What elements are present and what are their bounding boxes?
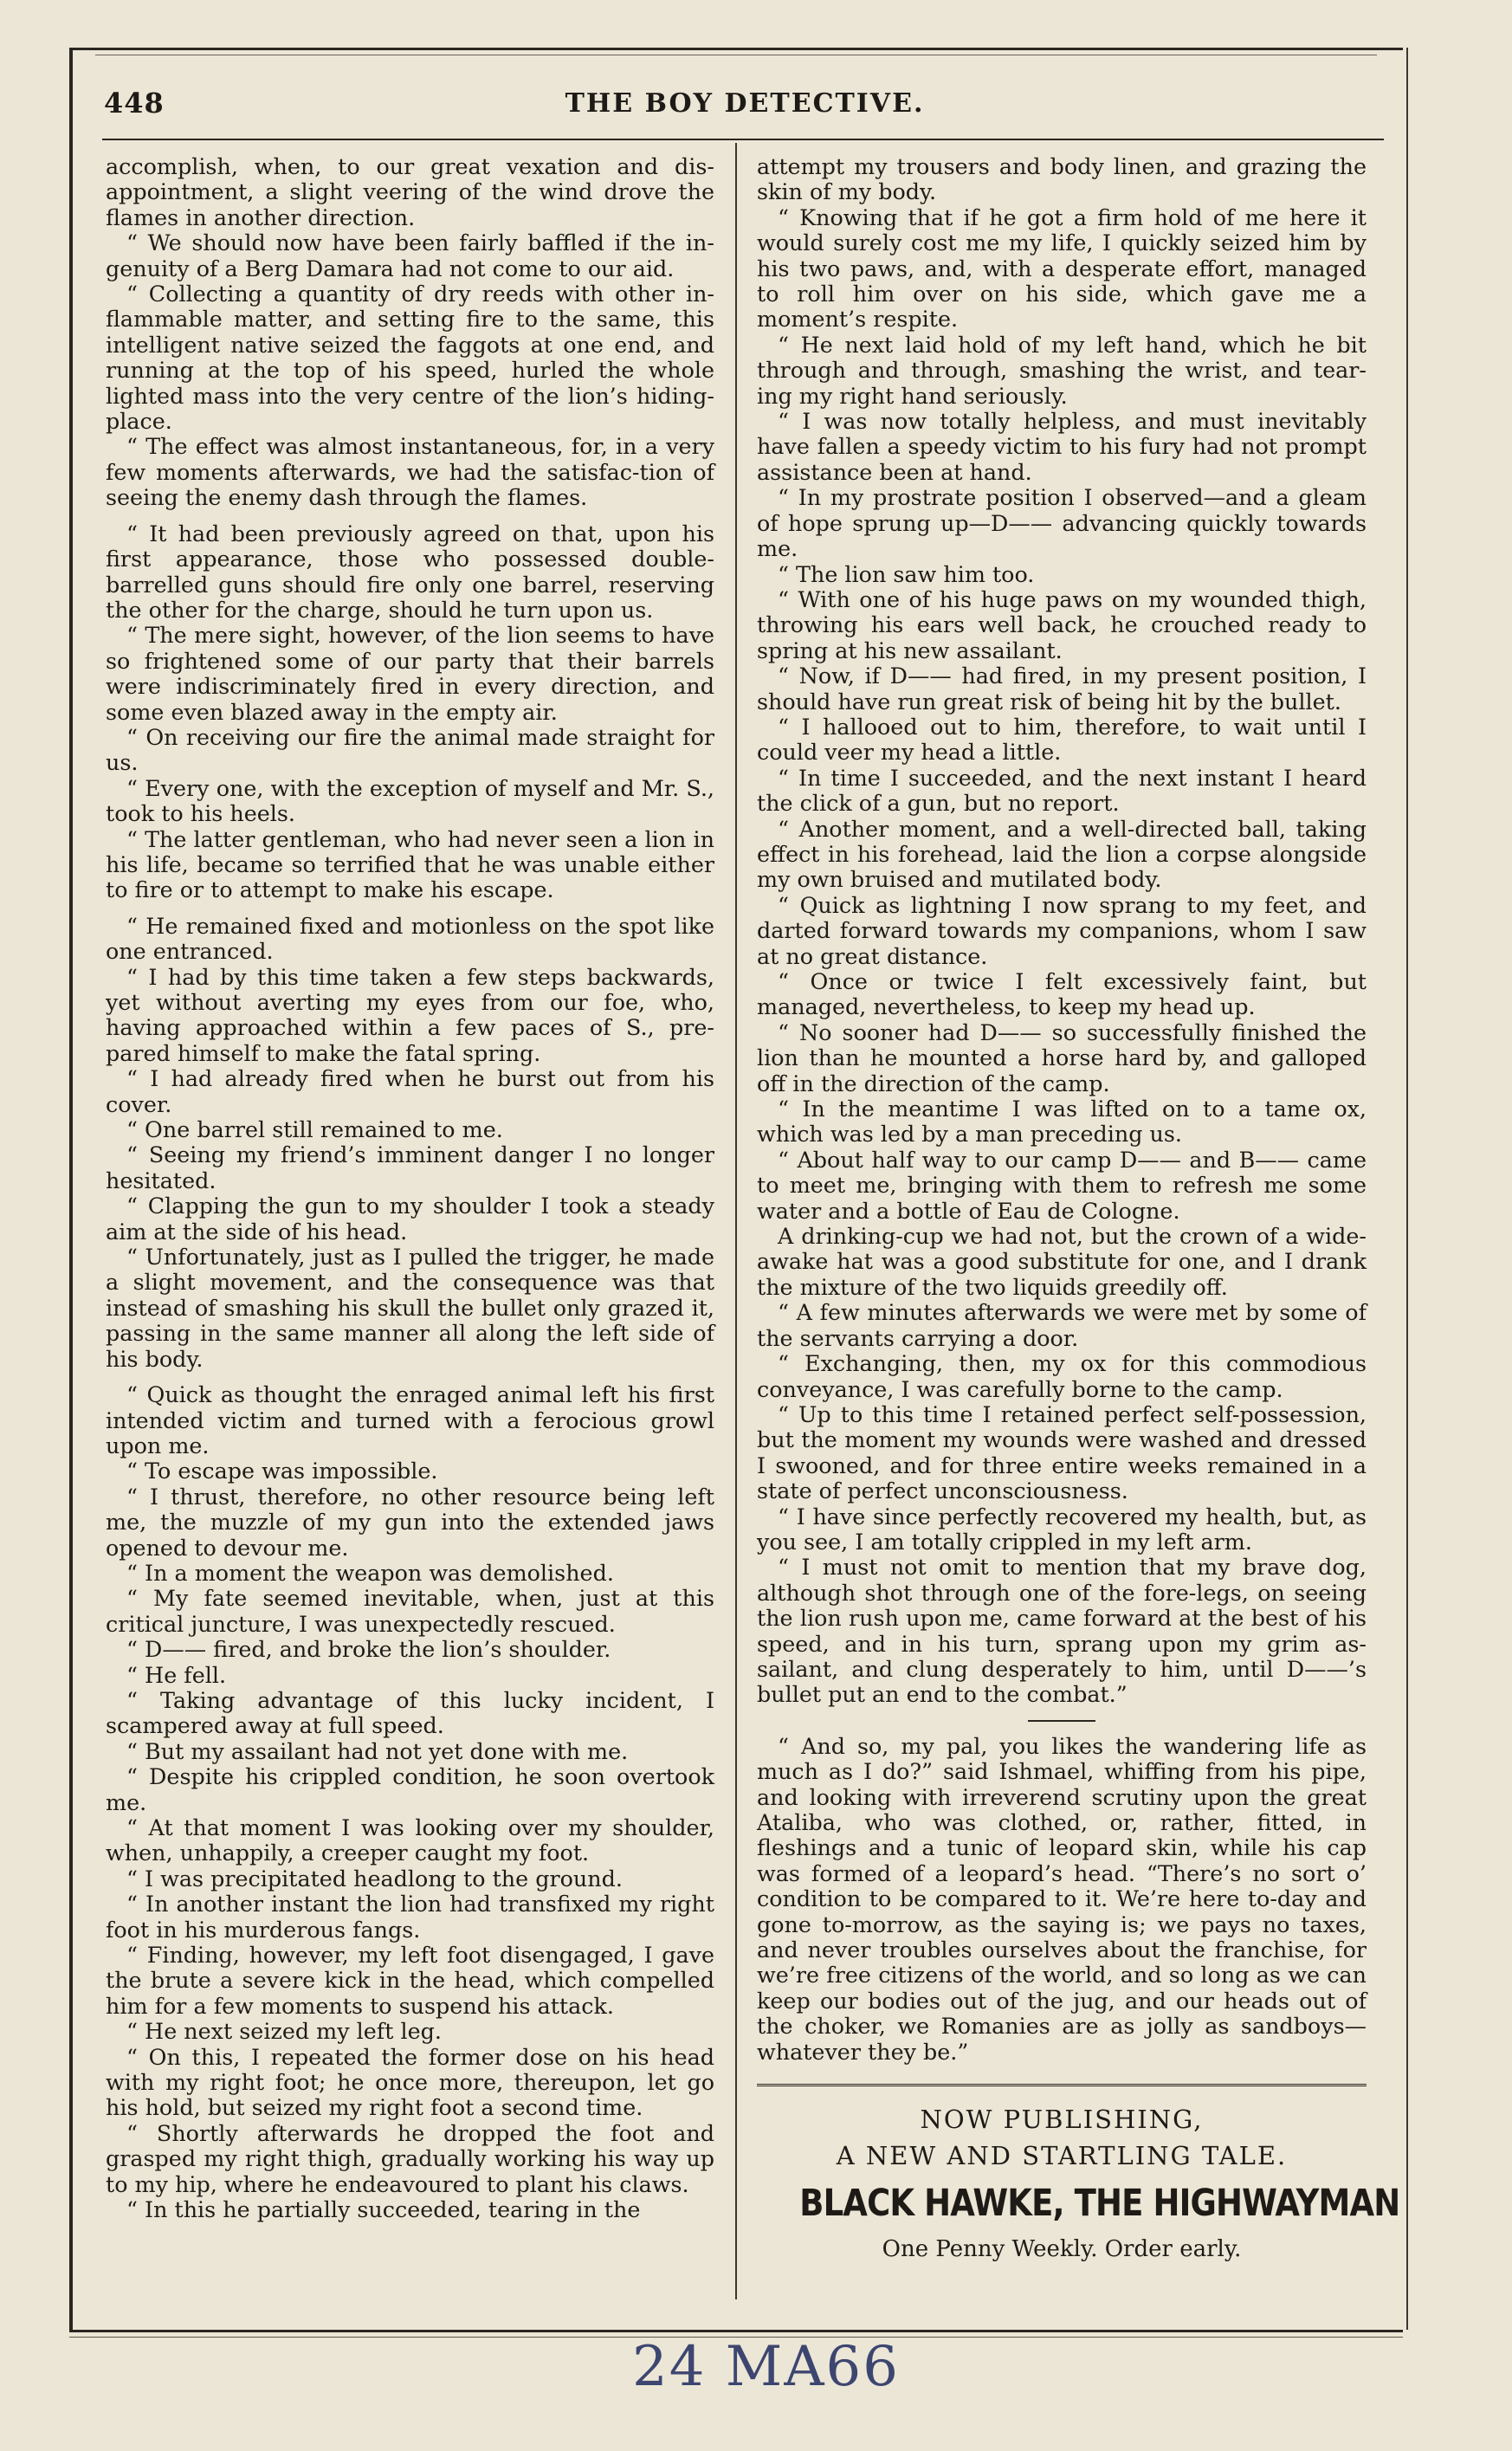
paragraph: “ Quick as thought the enraged animal left his first intended victim and turned with a ferocious growl upon me. (106, 1381, 714, 1458)
advertisement (757, 2102, 1400, 2267)
paragraph: “ I must not omit to mention that my brave dog, although shot through one of the fore-legs, on seeing the lion rush upon me, came forward at the best of his speed, and in his turn, sprang upon my grim as-sailant, and clung desperately to him, until D——’s bullet put an end to the combat.” (757, 1554, 1367, 1708)
paragraph: “ Despite his crippled condition, he soon overtook me. (106, 1763, 714, 1815)
closing-paragraph: “ And so, my pal, you likes the wandering life as much as I do?” said Ishmael, whiffing from his pipe, and looking with irreverend scrutiny upon the great Ataliba, who was clothed, or, rather, fitted, in fleshings and a tunic of leopard skin, while his cap was formed of a leopard’s head. “There’s no sort o’ condition to be compared to it. We’re here to-day and gone to-morrow, as the saying is; we pays no taxes, and never troubles ourselves about the franchise, for we’re free citizens of the world, and so long as we can keep our bodies out of the jug, and our heads out of the choker, we Romanies are as jolly as sandboys—whatever they be.” (757, 1732, 1367, 2065)
paragraph: “ A few minutes afterwards we were met by some of the servants carrying a door. (757, 1299, 1367, 1351)
paragraph: “ In the meantime I was lifted on to a tame ox, which was led by a man preceding us. (757, 1096, 1367, 1148)
paragraph: “ With one of his huge paws on my wounded thigh, throwing his ears well back, he crouched ready to spring at his new assailant. (757, 585, 1367, 663)
paragraph: “ Shortly afterwards he dropped the foot and grasped my right thigh, gradually working his way up to my hip, where he endeavoured to plant his claws. (106, 2119, 714, 2197)
paragraph: “ Once or twice I felt excessively faint, but managed, nevertheless, to keep my head up. (757, 968, 1367, 1020)
section-rule (1028, 1720, 1095, 1722)
paragraph: “ Every one, with the exception of myself and Mr. S., took to his heels. (106, 774, 714, 827)
paragraph: attempt my trousers and body linen, and grazing the skin of my body. (757, 153, 1367, 205)
paragraph: “ At that moment I was looking over my shoulder, when, unhappily, a creeper caught my foot. (106, 1814, 714, 1866)
paragraph: “ The mere sight, however, of the lion seems to have so frightened some of our party that their barrels were indiscriminately fired in every direction, and some even blazed away in the empty air. (106, 622, 714, 725)
paragraph: “ Unfortunately, just as I pulled the trigger, he made a slight movement, and the consequence was that instead of smashing his skull the bullet only grazed it, passing in the same manner all along the left side of his body. (106, 1244, 714, 1372)
paragraph: “ I thrust, therefore, no other resource being left me, the muzzle of my gun into the extended jaws opened to devour me. (106, 1483, 714, 1561)
paragraph: “ I had by this time taken a few steps backwards, yet without averting my eyes from our foe, who, having approached within a few paces of S., pre-pared himself to make the fatal spring. (106, 963, 714, 1066)
paragraph: “ Taking advantage of this lucky incident, I scampered away at full speed. (106, 1686, 714, 1739)
paragraph: “ I was precipitated headlong to the ground. (126, 1865, 623, 1892)
paragraph: “ I had already fired when he burst out from his cover. (106, 1065, 714, 1117)
right-column (757, 153, 1400, 2267)
paragraph: “ Now, if D—— had fired, in my present position, I should have run great risk of being hit by the bullet. (757, 663, 1367, 715)
paragraph: “ He next seized my left leg. (126, 2018, 442, 2045)
paragraph: “ On this, I repeated the former dose on his head with my right foot; he once more, thereupon, let go his hold, but seized my right foot a second time. (106, 2043, 714, 2121)
paragraph: “ Clapping the gun to my shoulder I took a steady aim at the side of his head. (106, 1193, 714, 1245)
paragraph: “ Finding, however, my left foot disengaged, I gave the brute a severe kick in the head, which compelled him for a few moments to suspend his attack. (106, 1942, 714, 2019)
paragraph: “ The latter gentleman, who had never seen a lion in his life, became so terrified that he was unable either to fire or to attempt to make his escape. (106, 825, 714, 903)
column-divider (735, 143, 737, 2299)
left-column (106, 154, 714, 2223)
paragraph: “ In my prostrate position I observed—and a gleam of hope sprung up—D—— advancing quickly towards me. (757, 484, 1367, 562)
paragraph: “ The lion saw him too. (778, 560, 1035, 587)
paragraph: “ Quick as lightning I now sprang to my feet, and darted forward towards my companions, whom I saw at no great distance. (757, 891, 1367, 969)
paragraph: “ Up to this time I retained perfect self-possession, but the moment my wounds were washed and dressed I swooned, and for three entire weeks remained in a state of perfect unconsciousness. (757, 1400, 1367, 1504)
top-rule (69, 48, 1403, 50)
date-stamp: 24 MA66 (632, 2335, 900, 2399)
paragraph: “ I hallooed out to him, therefore, to wait until I could veer my head a little. (757, 713, 1367, 766)
paragraph: “ In a moment the weapon was demolished. (126, 1559, 614, 1586)
running-title: THE BOY DETECTIVE. (565, 88, 925, 119)
paragraph: “ I was now totally helpless, and must inevitably have fallen a speedy victim to his fury had not prompt assistance been at hand. (757, 408, 1367, 485)
paragraph: “ I have since perfectly recovered my health, but, as you see, I am totally crippled in my left arm. (757, 1503, 1367, 1555)
paragraph: “ One barrel still remained to me. (126, 1116, 503, 1143)
paragraph: “ To escape was impossible. (126, 1458, 438, 1484)
paragraph: “ Exchanging, then, my ox for this commodious conveyance, I was carefully borne to the camp. (757, 1350, 1367, 1402)
paragraph: “ Knowing that if he got a firm hold of me here it would surely cost me my life, I quickly seized him by his two paws, and, with a desperate effort, managed to roll him over on his side, which gave me a moment’s respite. (757, 204, 1367, 333)
paragraph: “ My fate seemed inevitable, when, just at this critical juncture, I was unexpectedly rescued. (106, 1585, 714, 1637)
page-number: 448 (104, 87, 165, 120)
paragraph: “ About half way to our camp D—— and B—— came to meet me, bringing with them to refresh me some water and a bottle of Eau de Cologne. (757, 1146, 1367, 1224)
paragraph: “ No sooner had D—— so successfully finished the lion than he mounted a horse hard by, and galloped off in the direction of the camp. (757, 1019, 1367, 1096)
paragraph: A drinking-cup we had not, but the crown of a wide-awake hat was a good substitute for one, and I drank the mixture of the two liquids greedily off. (757, 1223, 1367, 1300)
paragraph: “ Another moment, and a well-directed ball, taking effect in his forehead, laid the lion a corpse alongside my own bruised and mutilated body. (757, 815, 1367, 893)
advert-now-publishing: NOW PUBLISHING, (920, 2105, 1204, 2135)
advert-rule (757, 2084, 1367, 2086)
paragraph: “ In another instant the lion had transfixed my right foot in his murderous fangs. (106, 1891, 714, 1943)
paragraph: “ Seeing my friend’s imminent danger I no longer hesitated. (106, 1141, 714, 1193)
paragraph: “ It had been previously agreed on that, upon his first appearance, those who possessed double-barrelled guns should fire only one barrel, reserving the other for the charge, should he turn upon us. (106, 520, 714, 623)
paragraph: “ The effect was almost instantaneous, for, in a very few moments afterwards, we had the satisfac-tion of seeing the enemy dash through the flames. (106, 433, 714, 511)
paragraph: “ Collecting a quantity of dry reeds with other in-flammable matter, and setting fire to the same, this intelligent native seized the faggots at one end, and running at the top of his speed, hurled the whole lighted mass into the very centre of the lion’s hiding-place. (106, 281, 714, 435)
paragraph: “ He fell. (126, 1661, 227, 1688)
header-rule (102, 139, 1384, 140)
advert-tagline: A NEW AND STARTLING TALE. (836, 2141, 1288, 2171)
paragraph: “ We should now have been fairly baffled if the in-genuity of a Berg Damara had not come to our aid. (106, 230, 714, 281)
advert-title: BLACK HAWKE, THE HIGHWAYMAN (799, 2182, 1400, 2226)
paragraph: “ But my assailant had not yet done with me. (126, 1737, 629, 1764)
paragraph: “ He remained fixed and motionless on the spot like one entranced. (106, 912, 714, 965)
paragraph: accomplish, when, to our great vexation and dis-appointment, a slight veering of the wind drove the flames in another direction. (106, 153, 714, 230)
bottom-rule (69, 2330, 1403, 2332)
page-header (104, 87, 1386, 139)
paragraph: “ D—— fired, and broke the lion’s shoulder. (126, 1636, 611, 1663)
paragraph: “ On receiving our fire the animal made straight for us. (106, 723, 714, 776)
advert-order-line: One Penny Weekly. Order early. (882, 2236, 1242, 2263)
paragraph: “ In this he partially succeeded, tearing in the (126, 2196, 641, 2223)
paragraph: “ He next laid hold of my left hand, which he bit through and through, smashing the wrist, and tear-ing my right hand seriously. (757, 331, 1367, 409)
paragraph: “ In time I succeeded, and the next instant I heard the click of a gun, but no report. (757, 764, 1367, 817)
